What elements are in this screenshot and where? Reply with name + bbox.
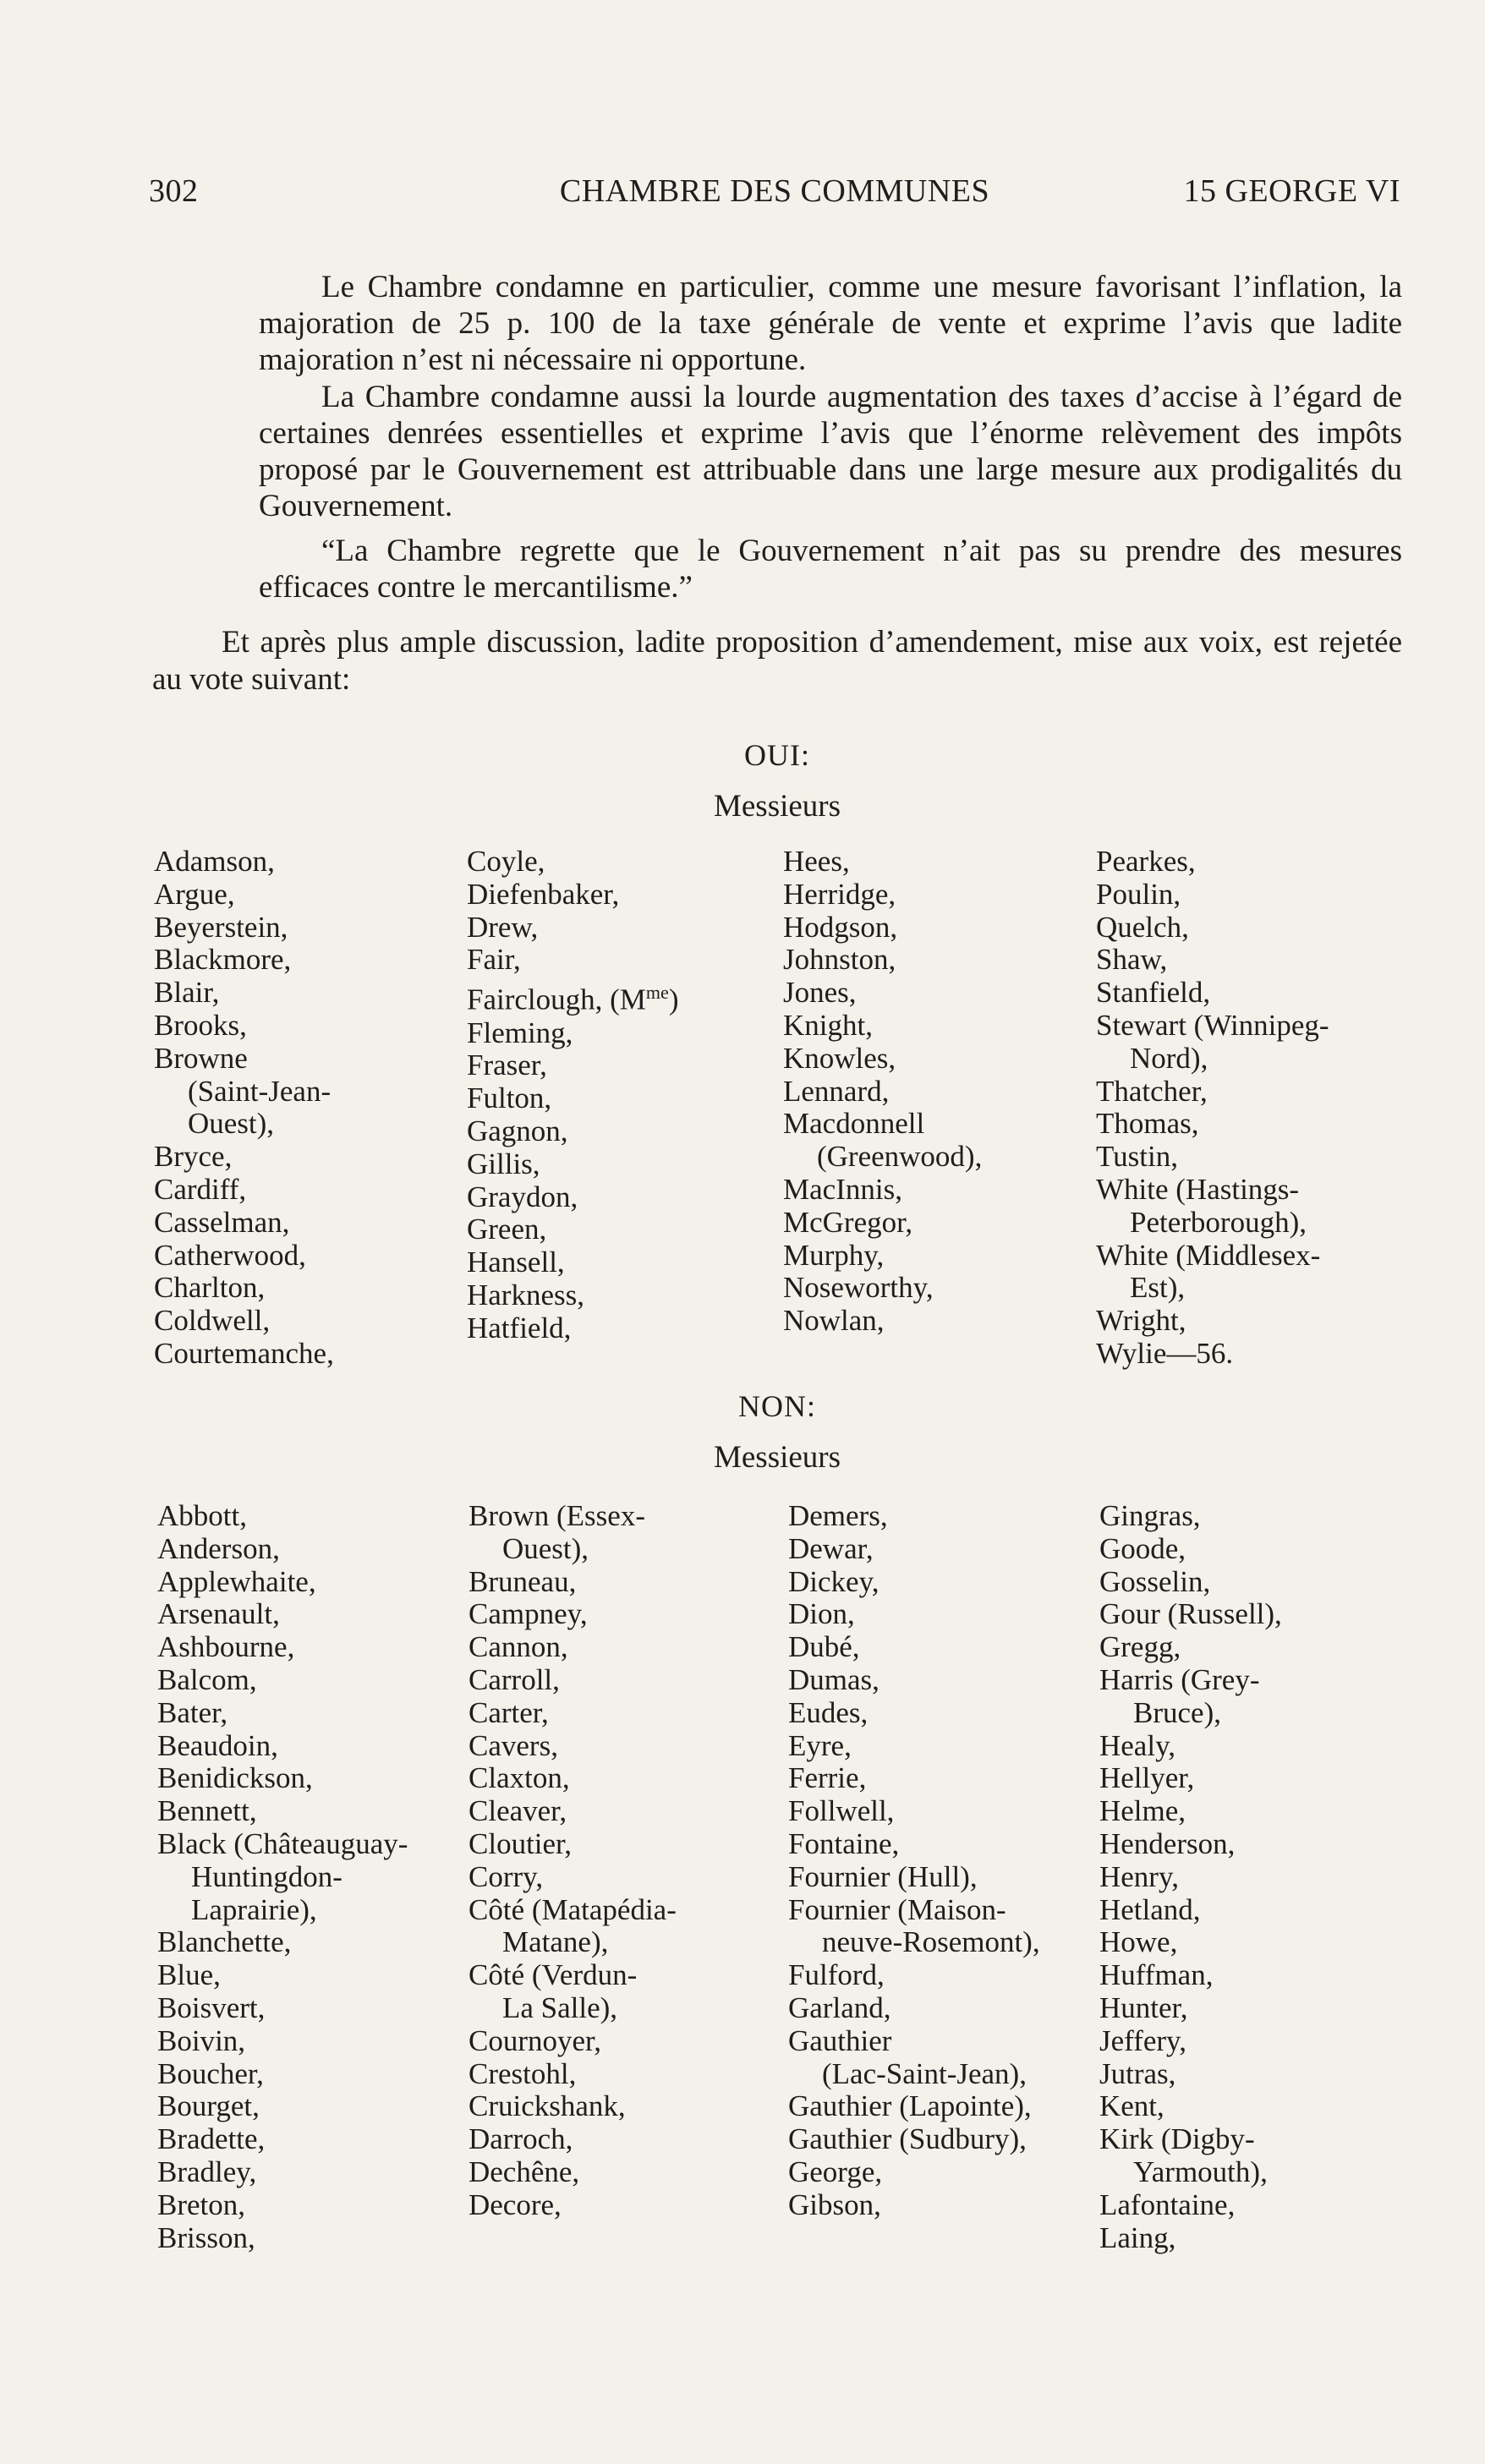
member-name: Applewhaite, bbox=[157, 1564, 316, 1598]
member-name: Coyle, bbox=[467, 845, 545, 878]
member-name: Bradley, bbox=[157, 2155, 257, 2188]
member-name: Lennard, bbox=[783, 1074, 890, 1108]
member-name: Hansell, bbox=[467, 1246, 565, 1279]
member-name: Campney, bbox=[469, 1597, 588, 1631]
member-name: Carter, bbox=[469, 1695, 549, 1729]
member-name: Kent, bbox=[1099, 2089, 1164, 2123]
member-name: La Salle), bbox=[502, 1990, 618, 2024]
member-name: Goode, bbox=[1099, 1531, 1186, 1565]
member-name: Blanchette, bbox=[157, 1925, 292, 1959]
member-name: Nowlan, bbox=[783, 1304, 885, 1338]
member-name: Argue, bbox=[154, 877, 235, 911]
member-name: Hellyer, bbox=[1099, 1761, 1195, 1795]
member-name: Gillis, bbox=[467, 1147, 540, 1180]
member-name: Gauthier bbox=[788, 2023, 892, 2057]
member-name: McGregor, bbox=[783, 1205, 913, 1239]
member-name: Fleming, bbox=[467, 1016, 573, 1049]
member-name: Huffman, bbox=[1099, 1958, 1214, 1992]
running-header bbox=[149, 172, 1400, 216]
member-name: Crestohl, bbox=[469, 2056, 577, 2090]
nays-column-3 bbox=[788, 1500, 1093, 2222]
member-name: Wylie—56. bbox=[1096, 1336, 1234, 1370]
member-name: Est), bbox=[1130, 1271, 1186, 1305]
member-name: Wright, bbox=[1096, 1304, 1186, 1338]
member-name: Jeffery, bbox=[1099, 2023, 1187, 2057]
yeas-column-1 bbox=[154, 846, 458, 1371]
member-name: Anderson, bbox=[157, 1531, 280, 1565]
member-name: Fairclough, $(M^{me})$ bbox=[467, 982, 679, 1016]
member-name: Dechêne, bbox=[469, 2155, 580, 2188]
member-name: Pearkes, bbox=[1096, 845, 1196, 878]
member-name: Breton, bbox=[157, 2187, 246, 2221]
member-name: Tustin, bbox=[1096, 1140, 1178, 1174]
member-name: Cavers, bbox=[469, 1728, 558, 1762]
member-name: Herridge, bbox=[783, 877, 896, 911]
nays-column-2 bbox=[469, 1500, 773, 2222]
member-name: Poulin, bbox=[1096, 877, 1181, 911]
member-name: Decore, bbox=[469, 2187, 562, 2221]
member-name: Fair, bbox=[467, 943, 521, 977]
nays-subheading: Messieurs bbox=[713, 1440, 841, 1475]
member-name: Fulford, bbox=[788, 1958, 885, 1992]
member-name: Thatcher, bbox=[1096, 1074, 1208, 1108]
member-name: Jutras, bbox=[1099, 2056, 1176, 2090]
member-name: Fulton, bbox=[467, 1081, 552, 1115]
member-name: Knight, bbox=[783, 1008, 873, 1042]
yeas-heading: OUI: bbox=[744, 738, 810, 772]
member-name: Cleaver, bbox=[469, 1794, 567, 1828]
member-name: Cournoyer, bbox=[469, 2023, 602, 2057]
member-name: Bennett, bbox=[157, 1794, 257, 1828]
member-name: Gauthier (Lapointe), bbox=[788, 2089, 1032, 2123]
member-name: Huntingdon- bbox=[191, 1859, 342, 1893]
member-name: Bruce), bbox=[1133, 1695, 1221, 1729]
member-name: Henderson, bbox=[1099, 1826, 1236, 1860]
member-name: Browne bbox=[154, 1041, 248, 1075]
yeas-column-2 bbox=[467, 846, 771, 1345]
member-name: Drew, bbox=[467, 910, 539, 944]
member-name: Harkness, bbox=[467, 1279, 584, 1312]
member-name: Fournier (Maison- bbox=[788, 1892, 1006, 1926]
nays-column-1 bbox=[157, 1500, 462, 2254]
member-name: Beyerstein, bbox=[154, 910, 288, 944]
member-name: Gour (Russell), bbox=[1099, 1597, 1282, 1631]
page-number: 302 bbox=[149, 173, 199, 209]
member-name: Green, bbox=[467, 1213, 547, 1246]
member-name: Cannon, bbox=[469, 1630, 568, 1664]
member-name: Abbott, bbox=[157, 1499, 247, 1532]
member-name: (Greenwood), bbox=[817, 1140, 983, 1174]
member-name: Hodgson, bbox=[783, 910, 898, 944]
member-name: Ashbourne, bbox=[157, 1630, 295, 1664]
member-name: Blair, bbox=[154, 976, 220, 1010]
member-name: Dubé, bbox=[788, 1630, 860, 1664]
member-name: Bryce, bbox=[154, 1140, 233, 1174]
member-name: Helme, bbox=[1099, 1794, 1186, 1828]
member-name: Benidickson, bbox=[157, 1761, 313, 1795]
vote-intro-paragraph: Et après plus ample discussion, ladite proposition d’amendement, mise aux voix, est rejetée au vote suivant: bbox=[152, 625, 1402, 697]
member-name: Kirk (Digby- bbox=[1099, 2122, 1255, 2156]
member-name: Noseworthy, bbox=[783, 1271, 934, 1305]
member-name: Yarmouth), bbox=[1133, 2155, 1268, 2188]
member-name: George, bbox=[788, 2155, 883, 2188]
member-name: neuve-Rosemont), bbox=[822, 1925, 1040, 1959]
member-name: Fournier (Hull), bbox=[788, 1859, 978, 1893]
member-name: Corry, bbox=[469, 1859, 544, 1893]
member-name: Dewar, bbox=[788, 1531, 874, 1565]
member-name: Eudes, bbox=[788, 1695, 869, 1729]
yeas-subheading: Messieurs bbox=[713, 789, 841, 824]
member-name: Cloutier, bbox=[469, 1826, 573, 1860]
member-name: Coldwell, bbox=[154, 1304, 271, 1338]
member-name: Bruneau, bbox=[469, 1564, 577, 1598]
member-name: MacInnis, bbox=[783, 1172, 902, 1206]
member-name: Boucher, bbox=[157, 2056, 264, 2090]
member-name: (Saint-Jean- bbox=[188, 1074, 332, 1108]
member-name: Ouest), bbox=[502, 1531, 589, 1565]
member-name: Brown (Essex- bbox=[469, 1499, 645, 1532]
regnal-year: 15 GEORGE VI bbox=[1183, 173, 1400, 209]
member-name: Arsenault, bbox=[157, 1597, 280, 1631]
member-name: Laing, bbox=[1099, 2220, 1176, 2254]
member-name: Cardiff, bbox=[154, 1172, 247, 1206]
member-name: Hatfield, bbox=[467, 1311, 572, 1344]
member-name: Stanfield, bbox=[1096, 976, 1211, 1010]
yeas-column-3 bbox=[783, 846, 1088, 1338]
member-name: Catherwood, bbox=[154, 1238, 306, 1272]
member-name: Boisvert, bbox=[157, 1990, 266, 2024]
quote-paragraph-2: La Chambre condamne aussi la lourde augmentation des taxes d’accise à l’égard de certaines denrées essentielles et exprime l’avis que l’énorme relèvement des impôts proposé par le Gouvernement est attribuable dans une large mesure aux prodigalités du Gouvernement. bbox=[259, 380, 1402, 523]
amendment-quote-2 bbox=[259, 379, 1402, 524]
member-name: Hunter, bbox=[1099, 1990, 1188, 2024]
member-name: Bourget, bbox=[157, 2089, 260, 2123]
member-name: Cruickshank, bbox=[469, 2089, 626, 2123]
amendment-quote-3 bbox=[259, 533, 1402, 605]
member-name: Quelch, bbox=[1096, 910, 1189, 944]
amendment-quote bbox=[259, 269, 1402, 378]
member-name: Garland, bbox=[788, 1990, 891, 2024]
member-name: White (Hastings- bbox=[1096, 1172, 1300, 1206]
member-name: Graydon, bbox=[467, 1180, 578, 1213]
member-name: Eyre, bbox=[788, 1728, 852, 1762]
member-name: Henry, bbox=[1099, 1859, 1179, 1893]
member-name: Dumas, bbox=[788, 1662, 879, 1696]
member-name: Gosselin, bbox=[1099, 1564, 1211, 1598]
member-name: Matane), bbox=[502, 1925, 609, 1959]
member-name: Black (Châteauguay- bbox=[157, 1826, 408, 1860]
member-name: Johnston, bbox=[783, 943, 896, 977]
member-name: Balcom, bbox=[157, 1662, 257, 1696]
member-name: Macdonnell bbox=[783, 1107, 925, 1141]
member-name: Fontaine, bbox=[788, 1826, 900, 1860]
member-name: Gregg, bbox=[1099, 1630, 1181, 1664]
member-name: Brisson, bbox=[157, 2220, 255, 2254]
member-name: (Lac-Saint-Jean), bbox=[822, 2056, 1027, 2090]
member-name: Lafontaine, bbox=[1099, 2187, 1236, 2221]
member-name: Ouest), bbox=[188, 1107, 275, 1141]
member-name: Carroll, bbox=[469, 1662, 560, 1696]
nays-heading: NON: bbox=[738, 1389, 816, 1423]
member-name: Darroch, bbox=[469, 2122, 573, 2156]
member-name: Charlton, bbox=[154, 1271, 266, 1305]
member-name: Bater, bbox=[157, 1695, 228, 1729]
member-name: Dion, bbox=[788, 1597, 855, 1631]
member-name: Hetland, bbox=[1099, 1892, 1201, 1926]
member-name: Ferrie, bbox=[788, 1761, 867, 1795]
member-name: Fraser, bbox=[467, 1049, 547, 1082]
member-name: Casselman, bbox=[154, 1205, 290, 1239]
member-name: Brooks, bbox=[154, 1008, 247, 1042]
member-name: Gagnon, bbox=[467, 1114, 568, 1148]
member-name: Howe, bbox=[1099, 1925, 1178, 1959]
member-name: Gingras, bbox=[1099, 1499, 1201, 1532]
member-name: Stewart (Winnipeg- bbox=[1096, 1008, 1329, 1042]
member-name: Bradette, bbox=[157, 2122, 266, 2156]
member-name: Blackmore, bbox=[154, 943, 292, 977]
member-name: Peterborough), bbox=[1130, 1205, 1307, 1239]
member-name: Gibson, bbox=[788, 2187, 881, 2221]
member-name: Thomas, bbox=[1096, 1107, 1199, 1141]
page-title: CHAMBRE DES COMMUNES bbox=[559, 173, 990, 209]
member-name: Côté (Matapédia- bbox=[469, 1892, 677, 1926]
member-name: Shaw, bbox=[1096, 943, 1168, 977]
member-name: Adamson, bbox=[154, 845, 275, 878]
quote-paragraph-3: “La Chambre regrette que le Gouvernement n’ait pas su prendre des mesures efficaces contre le mercantilisme.” bbox=[259, 534, 1402, 605]
member-name: Gauthier (Sudbury), bbox=[788, 2122, 1027, 2156]
member-name: Laprairie), bbox=[191, 1892, 317, 1926]
member-name: White (Middlesex- bbox=[1096, 1238, 1321, 1272]
member-name: Beaudoin, bbox=[157, 1728, 278, 1762]
member-name: Follwell, bbox=[788, 1794, 895, 1828]
member-name: Harris (Grey- bbox=[1099, 1662, 1260, 1696]
member-name: Jones, bbox=[783, 976, 857, 1010]
yeas-column-4 bbox=[1096, 846, 1400, 1371]
quote-paragraph-1: Le Chambre condamne en particulier, comme une mesure favorisant l’inflation, la majoration de 25 p. 100 de la taxe générale de vente et exprime l’avis que ladite majoration n’est ni nécessaire ni opportune. bbox=[259, 270, 1402, 377]
member-name: Dickey, bbox=[788, 1564, 879, 1598]
member-name: Blue, bbox=[157, 1958, 221, 1992]
member-name: Diefenbaker, bbox=[467, 877, 620, 911]
member-name: Healy, bbox=[1099, 1728, 1176, 1762]
member-name: Boivin, bbox=[157, 2023, 246, 2057]
member-name: Murphy, bbox=[783, 1238, 885, 1272]
member-name: Claxton, bbox=[469, 1761, 570, 1795]
member-name: Hees, bbox=[783, 845, 850, 878]
nays-column-4 bbox=[1099, 1500, 1404, 2254]
member-name: Nord), bbox=[1130, 1041, 1208, 1075]
member-name: Knowles, bbox=[783, 1041, 896, 1075]
member-name: Demers, bbox=[788, 1499, 888, 1532]
member-name: Côté (Verdun- bbox=[469, 1958, 638, 1992]
member-name: Courtemanche, bbox=[154, 1336, 334, 1370]
